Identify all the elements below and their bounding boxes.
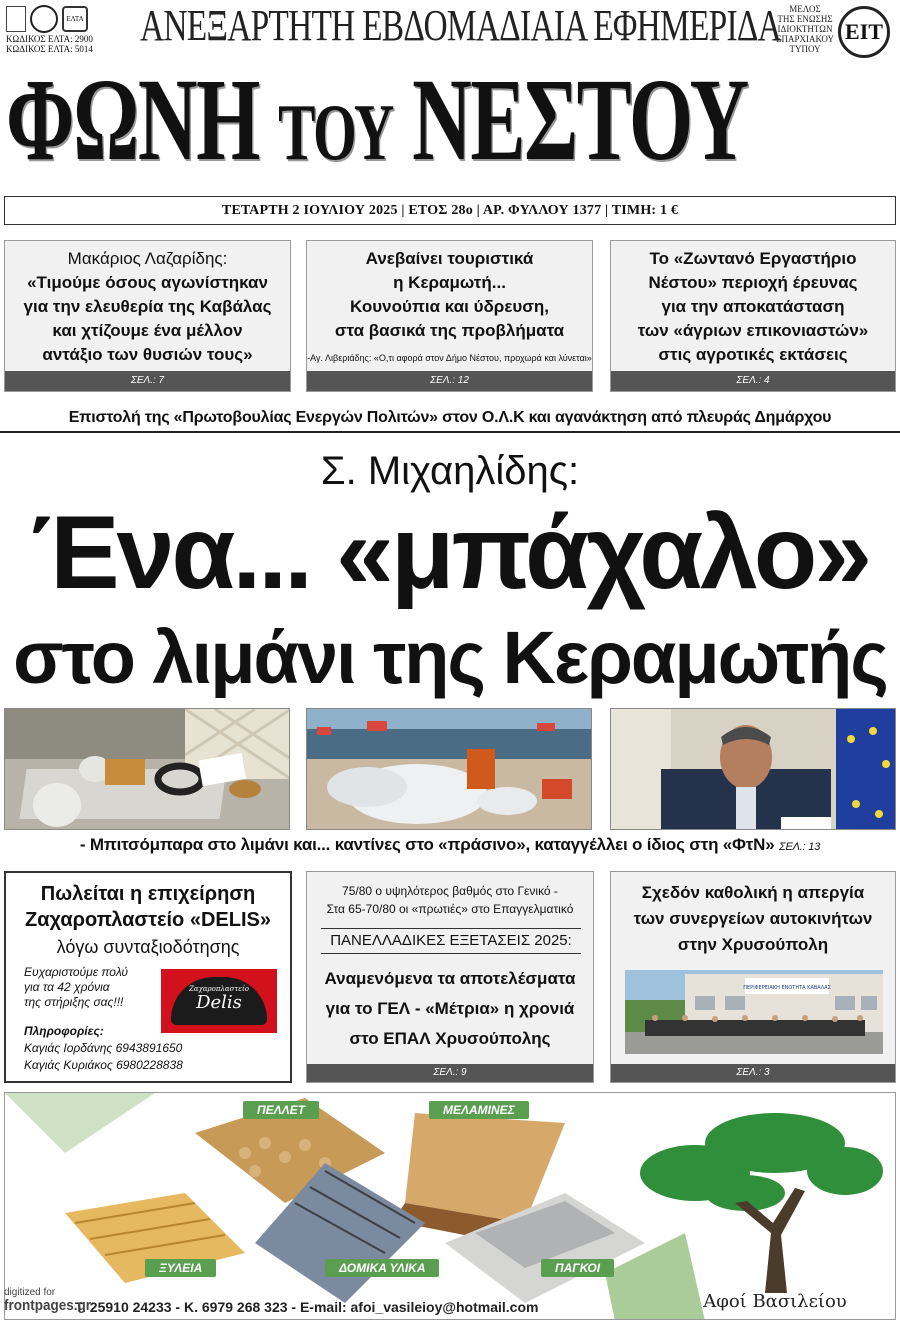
ad-contact: Τ. 25910 24233 - Κ. 6979 268 323 - E-mail: afoi_vasileioy@hotmail.com [75, 1299, 539, 1315]
photo-harbour-trash [4, 708, 290, 830]
main-headline-2[interactable]: στο λιμάνι της Κεραμωτής [13, 616, 887, 699]
svg-text:ΠΕΡΙΦΕΡΕΙΑΚΗ ΕΝΟΤΗΤΑ ΚΑΒΑΛΑΣ: ΠΕΡΙΦΕΡΕΙΑΚΗ ΕΝΟΤΗΤΑ ΚΑΒΑΛΑΣ [743, 985, 831, 991]
teaser-page-ref: ΣΕΛ.: 7 [5, 371, 290, 391]
ad-label-melamine: ΜΕΛΑΜΙΝΕΣ [429, 1101, 529, 1119]
exams-label: ΠΑΝΕΛΛΑΔΙΚΕΣ ΕΞΕΤΑΣΕΙΣ 2025: [321, 928, 581, 954]
watermark: digitized for frontpages.gr [4, 1287, 92, 1314]
ad-label-countertops: ΠΑΓΚΟΙ [541, 1259, 614, 1277]
ad-label-pellet: ΠΕΛΛΕΤ [243, 1101, 319, 1119]
newspaper-title: ΦΩΝΗ ΤΟΥ ΝΕΣΤΟΥ [6, 54, 748, 185]
ad-reason: λόγω συνταξιοδότησης [56, 937, 240, 957]
exams-sub-2: Στα 65-70/80 οι «πρωτιές» στο Επαγγελματικό [326, 902, 574, 916]
teaser-page-ref: ΣΕΛ.: 9 [307, 1064, 593, 1082]
main-strap: Επιστολή της «Πρωτοβουλίας Ενεργών Πολιτών» στον Ο.Λ.Κ και αγανάκτηση από πλευράς Δημάρχου [0, 409, 900, 433]
main-kicker: Σ. Μιχαηλίδης: [320, 449, 580, 493]
ad-thanks: Ευχαριστούμε πολύ για τα 42 χρόνια της στήριξης σας!!! [24, 965, 128, 1009]
postal-code-2: ΚΩΔΙΚΟΣ ΕΛΤΑ: 5014 [6, 44, 93, 54]
postal-code-1: ΚΩΔΙΚΟΣ ΕΛΤΑ: 2900 [6, 34, 93, 44]
teaser-strike[interactable]: Σχεδόν καθολική η απεργία των συνεργείων αυτοκινήτων στην Χρυσούπολη ΠΕΡΙΦΕΡΕΙΑΚΗ ΕΝΟΤΗΤΑ ΚΑΒΑΛΑΣ ΣΕΛ.: 3 [610, 871, 896, 1083]
masthead-tagline: ΑΝΕΞΑΡΤΗΤΗ ΕΒΔΟΜΑΔΙΑΙΑ ΕΦΗΜΕΡΙΔΑ [140, 1, 781, 50]
teaser-exams[interactable]: 75/80 ο υψηλότερος βαθμός στο Γενικό - Στα 65-70/80 οι «πρωτιές» στο Επαγγελματικό ΠΑΝΕΛΛΑΔΙΚΕΣ ΕΞΕΤΑΣΕΙΣ 2025: Αναμενόμενα τα αποτελέσματα για το ΓΕΛ - «Μέτρια» η χρονιά στο ΕΠΑΛ Χρυσούπολης ΣΕΛ.: 9 [306, 871, 594, 1083]
teaser-page-ref: ΣΕΛ.: 3 [611, 1064, 895, 1082]
ad-headline: Πωλείται η επιχείρηση [40, 883, 256, 905]
exams-sub-1: 75/80 ο υψηλότερος βαθμός στο Γενικό - [342, 884, 558, 898]
photo-caption: - Μπιτσόμπαρα στο λιμάνι και... καντίνες στο «πράσινο», καταγγέλλει ο ίδιος στη «ΦτΝ» ΣΕΛ.: 13 [79, 835, 821, 854]
main-headline[interactable]: Ένα... «μπάχαλο» [30, 495, 870, 611]
teaser-page-ref: ΣΕΛ.: 12 [307, 371, 592, 391]
photo-mayor [610, 708, 896, 830]
teaser-lazaridis[interactable]: Μακάριος Λαζαρίδης: «Τιμούμε όσους αγωνίστηκαν για την ελευθερία της Καβάλας και χτίζουμε ένα μέλλον αντάξιο των θυσιών τους» ΣΕΛ.: 7 [4, 240, 291, 392]
delis-logo: Ζαχαροπλαστείο Delis [161, 969, 277, 1033]
elta-logo: ΕΛΤΑ [62, 6, 88, 32]
photo-harbour-nets [306, 708, 592, 830]
dateline: ΤΕΤΑΡΤΗ 2 ΙΟΥΛΙΟΥ 2025 | ΕΤΟΣ 28ο | ΑΡ. ΦΥΛΛΟΥ 1377 | ΤΙΜΗ: 1 € [4, 196, 896, 225]
photo-strike-crowd [625, 970, 883, 1054]
ad-business-name: Ζαχαροπλαστείο «DELIS» [25, 909, 271, 931]
ad-label-lumber: ΞΥΛΕΙΑ [145, 1259, 216, 1277]
ad-brand: Αφοί Βασιλείου [703, 1291, 847, 1312]
ad-label-building: ΔΟΜΙΚΑ ΥΛΙΚΑ [325, 1259, 439, 1277]
teaser-kicker: Μακάριος Λαζαρίδης: [67, 249, 228, 268]
ad-contacts: Πληροφορίες: Καγιάς Ιορδάνης 6943891650 Καγιάς Κυριάκος 6980228838 [24, 1024, 183, 1072]
postal-stamp-icon [6, 6, 26, 32]
teaser-keramoti[interactable]: Ανεβαίνει τουριστικά η Κεραμωτή... Κουνούπια και ύδρευση, στα βασικά της προβλήματα -Αγ. Λιβεριάδης: «Ο,τι αφορά στον Δήμο Νέστου, προχωρά και λύνεται» ΣΕΛ.: 12 [306, 240, 593, 392]
teaser-nestos-lab[interactable]: Το «Ζωντανό Εργαστήριο Νέστου» περιοχή έρευνας για την αποκατάσταση των «άγριων επικονιαστών» στις αγροτικές εκτάσεις ΣΕΛ.: 4 [610, 240, 896, 392]
teaser-note: -Αγ. Λιβεριάδης: «Ο,τι αφορά στον Δήμο Νέστου, προχωρά και λύνεται» [307, 353, 592, 363]
teaser-page-ref: ΣΕΛ.: 4 [611, 371, 895, 391]
member-text: ΜΕΛΟΣ ΤΗΣ ΕΝΩΣΗΣ ΙΔΙΟΚΤΗΤΩΝ ΕΠΑΡΧΙΑΚΟΥ ΤΥΠΟΥ [776, 4, 834, 54]
delis-sale-ad[interactable] [4, 871, 292, 1083]
postal-seal-icon [30, 5, 58, 33]
member-union-logo: ΕΙΤ [838, 6, 890, 58]
